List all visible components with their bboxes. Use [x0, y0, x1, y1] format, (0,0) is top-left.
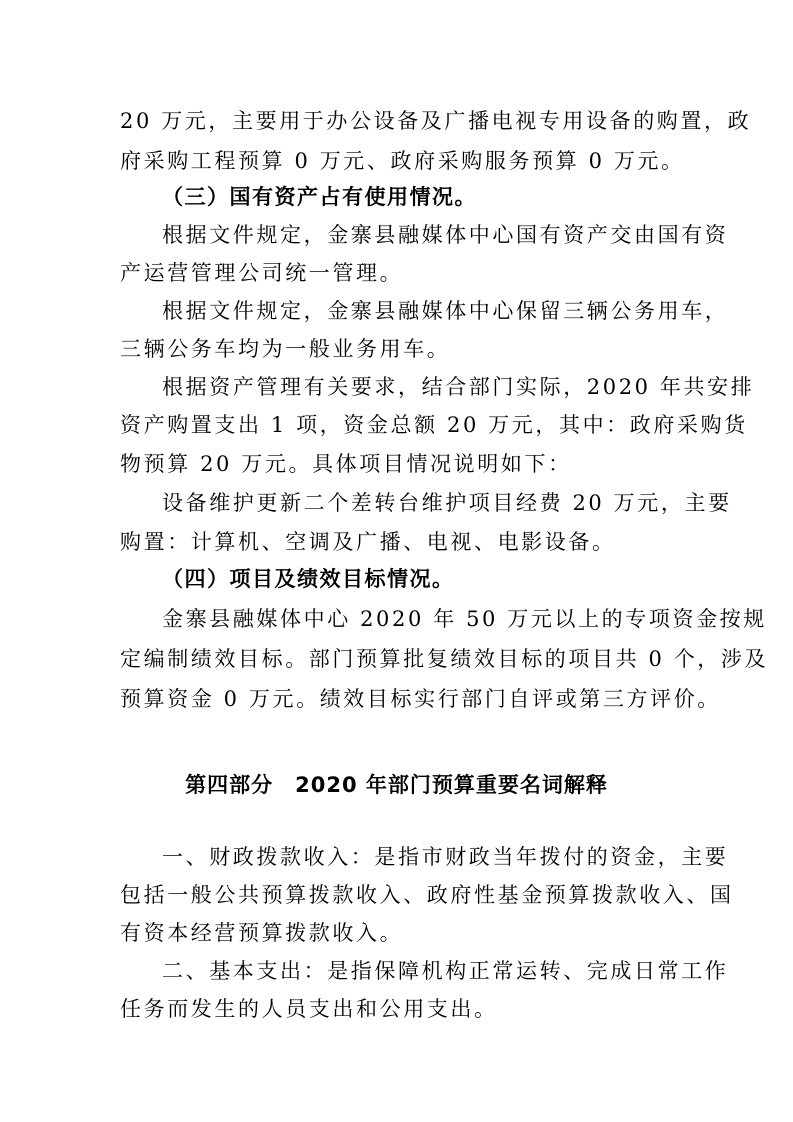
subsection-heading-3: （三）国有资产占有使用情况。 [162, 185, 477, 209]
body-text-line: 根据文件规定，金寨县融媒体中心保留三辆公务用车， [162, 299, 729, 323]
body-text-line: 产运营管理公司统一管理。 [120, 261, 404, 285]
body-text-line: 物预算 20 万元。具体项目情况说明如下： [120, 452, 572, 476]
body-text-line: 预算资金 0 万元。绩效目标实行部门自评或第三方评价。 [120, 687, 721, 711]
glossary-text-line: 二、基本支出：是指保障机构正常运转、完成日常工作 [162, 959, 729, 983]
body-text-line: 金寨县融媒体中心 2020 年 50 万元以上的专项资金按规 [162, 607, 767, 631]
body-text-line: 三辆公务车均为一般业务用车。 [120, 337, 451, 361]
glossary-text-line: 有资本经营预算拨款收入。 [120, 921, 404, 945]
body-text-line: 购置：计算机、空调及广播、电视、电影设备。 [120, 530, 616, 554]
body-text-line: 资产购置支出 1 项，资金总额 20 万元，其中：政府采购货 [120, 413, 748, 437]
body-text-line: 设备维护更新二个差转台维护项目经费 20 万元，主要 [162, 491, 732, 515]
body-text-line: 根据资产管理有关要求，结合部门实际，2020 年共安排 [162, 375, 755, 399]
body-text-line: 府采购工程预算 0 万元、政府采购服务预算 0 万元。 [120, 149, 685, 173]
subsection-heading-4: （四）项目及绩效目标情况。 [162, 567, 455, 591]
glossary-text-line: 任务而发生的人员支出和公用支出。 [120, 997, 498, 1021]
body-text-line: 根据文件规定，金寨县融媒体中心国有资产交由国有资 [162, 223, 729, 247]
body-text-line: 20 万元，主要用于办公设备及广播电视专用设备的购置，政 [120, 109, 752, 133]
section-heading: 第四部分 2020 年部门预算重要名词解释 [185, 773, 608, 797]
glossary-text-line: 包括一般公共预算拨款收入、政府性基金预算拨款收入、国 [120, 883, 734, 907]
glossary-text-line: 一、财政拨款收入：是指市财政当年拨付的资金，主要 [162, 845, 729, 869]
body-text-line: 定编制绩效目标。部门预算批复绩效目标的项目共 0 个，涉及 [120, 647, 769, 671]
